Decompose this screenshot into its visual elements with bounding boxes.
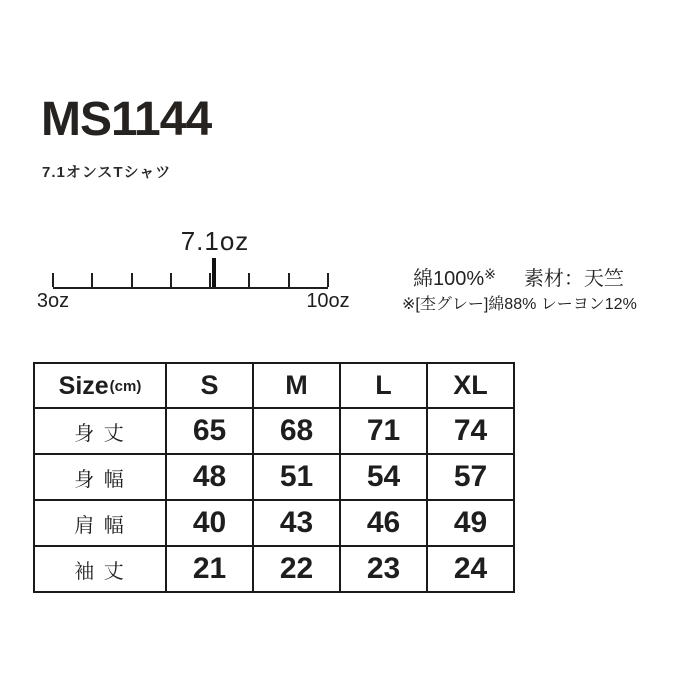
ruler-value-marker	[212, 258, 216, 287]
weight-scale-value-label: 7.1oz	[180, 226, 250, 256]
size-table-title: Size	[58, 372, 109, 400]
cell-value: 43	[253, 500, 340, 546]
cell-value: 40	[166, 500, 253, 546]
cell-value: 51	[253, 454, 340, 500]
cell-value: 68	[253, 408, 340, 454]
cell-value: 48	[166, 454, 253, 500]
cell-value: 46	[340, 500, 427, 546]
product-subtitle: 7.1オンスTシャツ	[42, 164, 172, 181]
cell-value: 57	[427, 454, 514, 500]
weight-scale-min-label: 3oz	[36, 290, 70, 312]
cell-value: 23	[340, 546, 427, 592]
ruler-tick	[248, 273, 250, 287]
cell-value: 22	[253, 546, 340, 592]
cell-value: 24	[427, 546, 514, 592]
ruler-tick	[209, 273, 211, 287]
product-model-title: MS1144	[41, 93, 212, 146]
row-label-body-width: 身 幅	[34, 454, 166, 500]
cell-value: 21	[166, 546, 253, 592]
size-column-header-s: S	[166, 363, 253, 408]
table-row-body-width	[34, 454, 514, 500]
material-note: ※[杢グレー]綿88% レーヨン12%	[402, 296, 637, 313]
size-table-header-row	[34, 363, 514, 408]
size-table	[33, 362, 515, 593]
row-label-sleeve-length: 袖 丈	[34, 546, 166, 592]
cell-value: 54	[340, 454, 427, 500]
size-column-header-xl: XL	[427, 363, 514, 408]
weight-scale-max-label: 10oz	[306, 290, 350, 312]
weight-scale-ruler	[53, 256, 328, 289]
material-note-mark: ※	[484, 266, 496, 282]
cell-value: 74	[427, 408, 514, 454]
ruler-tick	[91, 273, 93, 287]
material-composition-line	[413, 262, 624, 291]
row-label-shoulder-width: 肩 幅	[34, 500, 166, 546]
ruler-tick	[170, 273, 172, 287]
row-label-body-length: 身 丈	[34, 408, 166, 454]
table-row-body-length	[34, 408, 514, 454]
material-fabric: 素材：天竺	[523, 268, 624, 290]
ruler-tick	[52, 273, 54, 287]
ruler-tick	[327, 273, 329, 287]
table-row-sleeve-length	[34, 546, 514, 592]
cell-value: 49	[427, 500, 514, 546]
ruler-tick	[131, 273, 133, 287]
size-column-header-m: M	[253, 363, 340, 408]
size-table-corner-cell	[34, 363, 166, 408]
ruler-tick	[288, 273, 290, 287]
ruler-baseline	[53, 287, 328, 289]
cell-value: 65	[166, 408, 253, 454]
material-composition: 綿100%	[413, 268, 485, 290]
cell-value: 71	[340, 408, 427, 454]
size-table-unit: (cm)	[109, 378, 142, 395]
table-row-shoulder-width	[34, 500, 514, 546]
size-column-header-l: L	[340, 363, 427, 408]
